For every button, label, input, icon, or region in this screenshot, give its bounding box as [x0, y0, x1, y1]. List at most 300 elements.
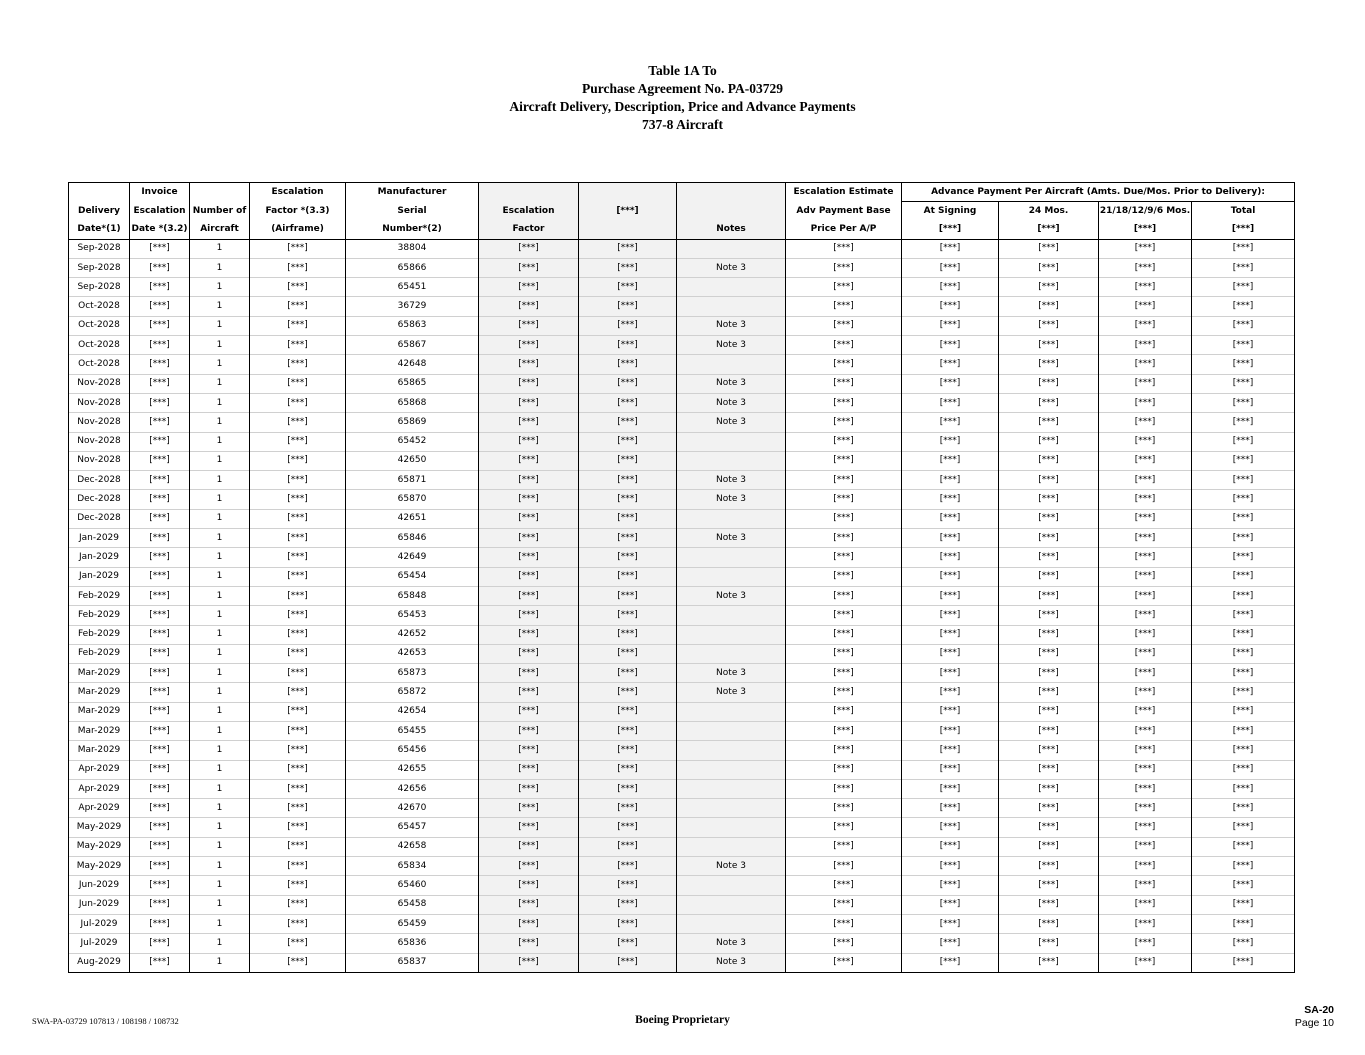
table-row: [69, 509, 1295, 528]
cell-21-mos: [***]: [1099, 374, 1192, 393]
cell-serial-number: 65451: [346, 278, 479, 297]
cell-escalation-airframe: [***]: [250, 895, 346, 914]
cell-total: [***]: [1192, 895, 1295, 914]
cell-escalation-airframe: [***]: [250, 297, 346, 316]
cell-escalation-factor: [***]: [479, 857, 579, 876]
cell-delivery-date: Oct-2028: [69, 297, 130, 316]
cell-invoice-date: [***]: [130, 297, 190, 316]
cell-notes: [677, 297, 786, 316]
cell-serial-number: 42651: [346, 509, 479, 528]
table-row: [69, 529, 1295, 548]
table-row: [69, 393, 1295, 412]
cell-invoice-date: [***]: [130, 876, 190, 895]
cell-delivery-date: Mar-2029: [69, 721, 130, 740]
cell-escalation-airframe: [***]: [250, 586, 346, 605]
hdr-invoice-1: Invoice: [130, 183, 190, 202]
cell-notes: Note 3: [677, 490, 786, 509]
cell-invoice-date: [***]: [130, 316, 190, 335]
cell-notes: Note 3: [677, 393, 786, 412]
cell-at-signing: [***]: [902, 509, 999, 528]
cell-total: [***]: [1192, 760, 1295, 779]
cell-total: [***]: [1192, 721, 1295, 740]
cell-number-aircraft: 1: [190, 664, 250, 683]
hdr-total-2: [***]: [1192, 220, 1295, 239]
cell-notes: [677, 239, 786, 258]
cell-21-mos: [***]: [1099, 953, 1192, 972]
cell-escalation-factor: [***]: [479, 413, 579, 432]
cell-escalation-estimate: [***]: [786, 837, 902, 856]
cell-21-mos: [***]: [1099, 393, 1192, 412]
cell-invoice-date: [***]: [130, 664, 190, 683]
table-row: [69, 895, 1295, 914]
cell-delivery-date: Nov-2028: [69, 393, 130, 412]
table-row: [69, 355, 1295, 374]
cell-total: [***]: [1192, 355, 1295, 374]
cell-notes: [677, 432, 786, 451]
cell-24-mos: [***]: [999, 799, 1099, 818]
cell-delivery-date: Oct-2028: [69, 336, 130, 355]
cell-redacted: [***]: [579, 490, 677, 509]
hdr-invoice-3: Date *(3.2): [130, 220, 190, 239]
cell-escalation-estimate: [***]: [786, 683, 902, 702]
table-row: [69, 702, 1295, 721]
cell-redacted: [***]: [579, 336, 677, 355]
cell-at-signing: [***]: [902, 548, 999, 567]
cell-delivery-date: Sep-2028: [69, 239, 130, 258]
cell-serial-number: 42649: [346, 548, 479, 567]
cell-total: [***]: [1192, 509, 1295, 528]
cell-number-aircraft: 1: [190, 721, 250, 740]
cell-serial-number: 42655: [346, 760, 479, 779]
cell-serial-number: 65869: [346, 413, 479, 432]
cell-escalation-estimate: [***]: [786, 799, 902, 818]
cell-24-mos: [***]: [999, 683, 1099, 702]
cell-escalation-estimate: [***]: [786, 953, 902, 972]
cell-escalation-factor: [***]: [479, 914, 579, 933]
cell-escalation-airframe: [***]: [250, 953, 346, 972]
cell-at-signing: [***]: [902, 567, 999, 586]
cell-escalation-factor: [***]: [479, 837, 579, 856]
cell-total: [***]: [1192, 548, 1295, 567]
table-row: [69, 490, 1295, 509]
cell-number-aircraft: 1: [190, 548, 250, 567]
cell-at-signing: [***]: [902, 702, 999, 721]
table-row: [69, 471, 1295, 490]
cell-notes: Note 3: [677, 664, 786, 683]
cell-total: [***]: [1192, 934, 1295, 953]
cell-redacted: [***]: [579, 529, 677, 548]
cell-notes: Note 3: [677, 413, 786, 432]
cell-delivery-date: May-2029: [69, 837, 130, 856]
cell-redacted: [***]: [579, 297, 677, 316]
cell-escalation-estimate: [***]: [786, 644, 902, 663]
cell-escalation-factor: [***]: [479, 934, 579, 953]
cell-escalation-factor: [***]: [479, 258, 579, 277]
table-row: [69, 644, 1295, 663]
cell-escalation-factor: [***]: [479, 548, 579, 567]
cell-redacted: [***]: [579, 741, 677, 760]
cell-escalation-factor: [***]: [479, 683, 579, 702]
cell-number-aircraft: 1: [190, 413, 250, 432]
hdr-escalation-2: Escalation: [479, 202, 579, 221]
cell-at-signing: [***]: [902, 953, 999, 972]
cell-redacted: [***]: [579, 857, 677, 876]
cell-number-aircraft: 1: [190, 625, 250, 644]
cell-escalation-estimate: [***]: [786, 548, 902, 567]
cell-21-mos: [***]: [1099, 779, 1192, 798]
cell-total: [***]: [1192, 586, 1295, 605]
hdr-total-1: Total: [1192, 202, 1295, 221]
hdr-delivery-3: Date*(1): [69, 220, 130, 239]
title-line-3: Aircraft Delivery, Description, Price and Advance Payments: [509, 99, 856, 114]
cell-delivery-date: Jul-2029: [69, 914, 130, 933]
cell-at-signing: [***]: [902, 239, 999, 258]
cell-notes: Note 3: [677, 316, 786, 335]
cell-24-mos: [***]: [999, 837, 1099, 856]
cell-invoice-date: [***]: [130, 336, 190, 355]
cell-24-mos: [***]: [999, 567, 1099, 586]
hdr-21mos-1: 21/18/12/9/6 Mos.: [1099, 202, 1192, 221]
cell-at-signing: [***]: [902, 393, 999, 412]
cell-invoice-date: [***]: [130, 471, 190, 490]
cell-escalation-factor: [***]: [479, 471, 579, 490]
cell-21-mos: [***]: [1099, 683, 1192, 702]
hdr-invoice-2: Escalation: [130, 202, 190, 221]
cell-escalation-estimate: [***]: [786, 297, 902, 316]
cell-notes: Note 3: [677, 683, 786, 702]
cell-invoice-date: [***]: [130, 779, 190, 798]
cell-escalation-airframe: [***]: [250, 471, 346, 490]
cell-escalation-factor: [***]: [479, 799, 579, 818]
cell-24-mos: [***]: [999, 914, 1099, 933]
cell-serial-number: 42650: [346, 451, 479, 470]
cell-redacted: [***]: [579, 644, 677, 663]
cell-serial-number: 42654: [346, 702, 479, 721]
table-row: [69, 741, 1295, 760]
cell-number-aircraft: 1: [190, 644, 250, 663]
cell-total: [***]: [1192, 799, 1295, 818]
cell-total: [***]: [1192, 393, 1295, 412]
cell-serial-number: 65863: [346, 316, 479, 335]
cell-invoice-date: [***]: [130, 741, 190, 760]
hdr-esc-factor-1: Escalation: [250, 183, 346, 202]
cell-delivery-date: May-2029: [69, 857, 130, 876]
cell-redacted: [***]: [579, 451, 677, 470]
cell-serial-number: 65872: [346, 683, 479, 702]
cell-notes: [677, 644, 786, 663]
cell-escalation-airframe: [***]: [250, 258, 346, 277]
table-row: [69, 548, 1295, 567]
cell-at-signing: [***]: [902, 432, 999, 451]
cell-escalation-airframe: [***]: [250, 278, 346, 297]
cell-at-signing: [***]: [902, 721, 999, 740]
cell-21-mos: [***]: [1099, 451, 1192, 470]
cell-escalation-airframe: [***]: [250, 393, 346, 412]
cell-notes: [677, 702, 786, 721]
cell-21-mos: [***]: [1099, 432, 1192, 451]
cell-escalation-airframe: [***]: [250, 239, 346, 258]
cell-21-mos: [***]: [1099, 336, 1192, 355]
table-row: [69, 278, 1295, 297]
cell-at-signing: [***]: [902, 683, 999, 702]
cell-delivery-date: Dec-2028: [69, 490, 130, 509]
cell-total: [***]: [1192, 336, 1295, 355]
cell-at-signing: [***]: [902, 741, 999, 760]
cell-redacted: [***]: [579, 953, 677, 972]
cell-escalation-airframe: [***]: [250, 548, 346, 567]
cell-24-mos: [***]: [999, 471, 1099, 490]
cell-24-mos: [***]: [999, 818, 1099, 837]
cell-at-signing: [***]: [902, 529, 999, 548]
hdr-redacted-2: [***]: [579, 202, 677, 221]
cell-delivery-date: Jun-2029: [69, 876, 130, 895]
hdr-estimate-1: Escalation Estimate: [786, 183, 902, 202]
cell-total: [***]: [1192, 741, 1295, 760]
cell-escalation-estimate: [***]: [786, 625, 902, 644]
cell-21-mos: [***]: [1099, 316, 1192, 335]
table-header: [69, 183, 1295, 240]
cell-at-signing: [***]: [902, 258, 999, 277]
cell-number-aircraft: 1: [190, 471, 250, 490]
cell-escalation-factor: [***]: [479, 760, 579, 779]
cell-delivery-date: Sep-2028: [69, 278, 130, 297]
cell-invoice-date: [***]: [130, 548, 190, 567]
cell-24-mos: [***]: [999, 413, 1099, 432]
cell-escalation-factor: [***]: [479, 876, 579, 895]
cell-invoice-date: [***]: [130, 490, 190, 509]
cell-21-mos: [***]: [1099, 490, 1192, 509]
cell-at-signing: [***]: [902, 799, 999, 818]
cell-21-mos: [***]: [1099, 799, 1192, 818]
hdr-estimate-2: Adv Payment Base: [786, 202, 902, 221]
cell-24-mos: [***]: [999, 432, 1099, 451]
delivery-table: [68, 182, 1295, 973]
cell-number-aircraft: 1: [190, 818, 250, 837]
cell-escalation-factor: [***]: [479, 297, 579, 316]
cell-notes: [677, 760, 786, 779]
cell-21-mos: [***]: [1099, 258, 1192, 277]
cell-notes: [677, 895, 786, 914]
cell-at-signing: [***]: [902, 278, 999, 297]
cell-total: [***]: [1192, 625, 1295, 644]
cell-redacted: [***]: [579, 799, 677, 818]
hdr-estimate-3: Price Per A/P: [786, 220, 902, 239]
table-row: [69, 818, 1295, 837]
cell-number-aircraft: 1: [190, 336, 250, 355]
table-row: [69, 876, 1295, 895]
cell-24-mos: [***]: [999, 702, 1099, 721]
hdr-esc-factor-3: (Airframe): [250, 220, 346, 239]
cell-invoice-date: [***]: [130, 799, 190, 818]
cell-serial-number: 65867: [346, 336, 479, 355]
cell-21-mos: [***]: [1099, 297, 1192, 316]
cell-escalation-airframe: [***]: [250, 529, 346, 548]
cell-notes: [677, 799, 786, 818]
cell-invoice-date: [***]: [130, 644, 190, 663]
hdr-24mos-1: 24 Mos.: [999, 202, 1099, 221]
cell-escalation-estimate: [***]: [786, 355, 902, 374]
cell-escalation-factor: [***]: [479, 336, 579, 355]
cell-delivery-date: Feb-2029: [69, 625, 130, 644]
cell-21-mos: [***]: [1099, 760, 1192, 779]
cell-escalation-factor: [***]: [479, 490, 579, 509]
cell-number-aircraft: 1: [190, 914, 250, 933]
cell-redacted: [***]: [579, 413, 677, 432]
cell-24-mos: [***]: [999, 278, 1099, 297]
cell-invoice-date: [***]: [130, 895, 190, 914]
cell-delivery-date: Jul-2029: [69, 934, 130, 953]
cell-21-mos: [***]: [1099, 644, 1192, 663]
cell-escalation-factor: [***]: [479, 432, 579, 451]
cell-notes: [677, 606, 786, 625]
cell-redacted: [***]: [579, 355, 677, 374]
cell-24-mos: [***]: [999, 509, 1099, 528]
cell-notes: Note 3: [677, 374, 786, 393]
cell-serial-number: 65866: [346, 258, 479, 277]
cell-escalation-factor: [***]: [479, 953, 579, 972]
cell-escalation-airframe: [***]: [250, 818, 346, 837]
cell-24-mos: [***]: [999, 529, 1099, 548]
cell-invoice-date: [***]: [130, 606, 190, 625]
cell-delivery-date: Jan-2029: [69, 567, 130, 586]
cell-invoice-date: [***]: [130, 529, 190, 548]
hdr-escalation-3: Factor: [479, 220, 579, 239]
cell-24-mos: [***]: [999, 258, 1099, 277]
table-row: [69, 297, 1295, 316]
cell-notes: Note 3: [677, 471, 786, 490]
hdr-notes-2: [677, 202, 786, 221]
cell-escalation-factor: [***]: [479, 895, 579, 914]
cell-escalation-airframe: [***]: [250, 606, 346, 625]
cell-delivery-date: Nov-2028: [69, 451, 130, 470]
cell-delivery-date: Nov-2028: [69, 374, 130, 393]
cell-delivery-date: Sep-2028: [69, 258, 130, 277]
cell-number-aircraft: 1: [190, 953, 250, 972]
cell-escalation-factor: [***]: [479, 393, 579, 412]
cell-total: [***]: [1192, 664, 1295, 683]
table-row: [69, 857, 1295, 876]
cell-24-mos: [***]: [999, 721, 1099, 740]
cell-total: [***]: [1192, 837, 1295, 856]
cell-redacted: [***]: [579, 837, 677, 856]
cell-at-signing: [***]: [902, 818, 999, 837]
cell-number-aircraft: 1: [190, 760, 250, 779]
cell-serial-number: 42670: [346, 799, 479, 818]
cell-escalation-estimate: [***]: [786, 316, 902, 335]
cell-total: [***]: [1192, 567, 1295, 586]
cell-escalation-airframe: [***]: [250, 934, 346, 953]
table-row: [69, 432, 1295, 451]
cell-redacted: [***]: [579, 374, 677, 393]
cell-at-signing: [***]: [902, 374, 999, 393]
cell-escalation-estimate: [***]: [786, 586, 902, 605]
cell-escalation-factor: [***]: [479, 818, 579, 837]
cell-escalation-airframe: [***]: [250, 432, 346, 451]
hdr-escalation-1: [479, 183, 579, 202]
cell-delivery-date: Aug-2029: [69, 953, 130, 972]
cell-24-mos: [***]: [999, 760, 1099, 779]
cell-escalation-airframe: [***]: [250, 664, 346, 683]
cell-21-mos: [***]: [1099, 876, 1192, 895]
cell-escalation-airframe: [***]: [250, 644, 346, 663]
cell-serial-number: 65834: [346, 857, 479, 876]
cell-total: [***]: [1192, 239, 1295, 258]
cell-number-aircraft: 1: [190, 567, 250, 586]
table-row: [69, 258, 1295, 277]
cell-at-signing: [***]: [902, 664, 999, 683]
cell-delivery-date: May-2029: [69, 818, 130, 837]
cell-21-mos: [***]: [1099, 548, 1192, 567]
cell-escalation-estimate: [***]: [786, 934, 902, 953]
cell-redacted: [***]: [579, 625, 677, 644]
cell-24-mos: [***]: [999, 297, 1099, 316]
cell-invoice-date: [***]: [130, 818, 190, 837]
cell-notes: [677, 355, 786, 374]
cell-number-aircraft: 1: [190, 779, 250, 798]
hdr-number-3: Aircraft: [190, 220, 250, 239]
cell-24-mos: [***]: [999, 586, 1099, 605]
cell-21-mos: [***]: [1099, 741, 1192, 760]
cell-escalation-airframe: [***]: [250, 799, 346, 818]
cell-number-aircraft: 1: [190, 529, 250, 548]
cell-21-mos: [***]: [1099, 818, 1192, 837]
table-row: [69, 316, 1295, 335]
cell-24-mos: [***]: [999, 625, 1099, 644]
cell-notes: Note 3: [677, 857, 786, 876]
cell-redacted: [***]: [579, 895, 677, 914]
cell-21-mos: [***]: [1099, 471, 1192, 490]
table-row: [69, 374, 1295, 393]
cell-serial-number: 65868: [346, 393, 479, 412]
cell-24-mos: [***]: [999, 857, 1099, 876]
cell-21-mos: [***]: [1099, 625, 1192, 644]
cell-redacted: [***]: [579, 393, 677, 412]
cell-escalation-estimate: [***]: [786, 779, 902, 798]
cell-total: [***]: [1192, 432, 1295, 451]
cell-escalation-airframe: [***]: [250, 721, 346, 740]
cell-redacted: [***]: [579, 548, 677, 567]
cell-escalation-airframe: [***]: [250, 741, 346, 760]
table-row: [69, 683, 1295, 702]
cell-invoice-date: [***]: [130, 509, 190, 528]
cell-number-aircraft: 1: [190, 741, 250, 760]
cell-serial-number: 42658: [346, 837, 479, 856]
cell-invoice-date: [***]: [130, 953, 190, 972]
hdr-advance-group: Advance Payment Per Aircraft (Amts. Due/Mos. Prior to Delivery):: [902, 183, 1295, 202]
cell-delivery-date: Nov-2028: [69, 432, 130, 451]
table-row: [69, 664, 1295, 683]
cell-escalation-estimate: [***]: [786, 818, 902, 837]
cell-escalation-airframe: [***]: [250, 374, 346, 393]
cell-escalation-factor: [***]: [479, 664, 579, 683]
cell-serial-number: 65458: [346, 895, 479, 914]
cell-notes: [677, 548, 786, 567]
cell-24-mos: [***]: [999, 934, 1099, 953]
cell-escalation-airframe: [***]: [250, 702, 346, 721]
cell-number-aircraft: 1: [190, 316, 250, 335]
cell-redacted: [***]: [579, 876, 677, 895]
cell-serial-number: 65848: [346, 586, 479, 605]
cell-escalation-estimate: [***]: [786, 741, 902, 760]
cell-total: [***]: [1192, 857, 1295, 876]
cell-at-signing: [***]: [902, 471, 999, 490]
table-row: [69, 779, 1295, 798]
table-row: [69, 625, 1295, 644]
cell-invoice-date: [***]: [130, 586, 190, 605]
cell-escalation-airframe: [***]: [250, 876, 346, 895]
hdr-number-2: Number of: [190, 202, 250, 221]
cell-total: [***]: [1192, 876, 1295, 895]
